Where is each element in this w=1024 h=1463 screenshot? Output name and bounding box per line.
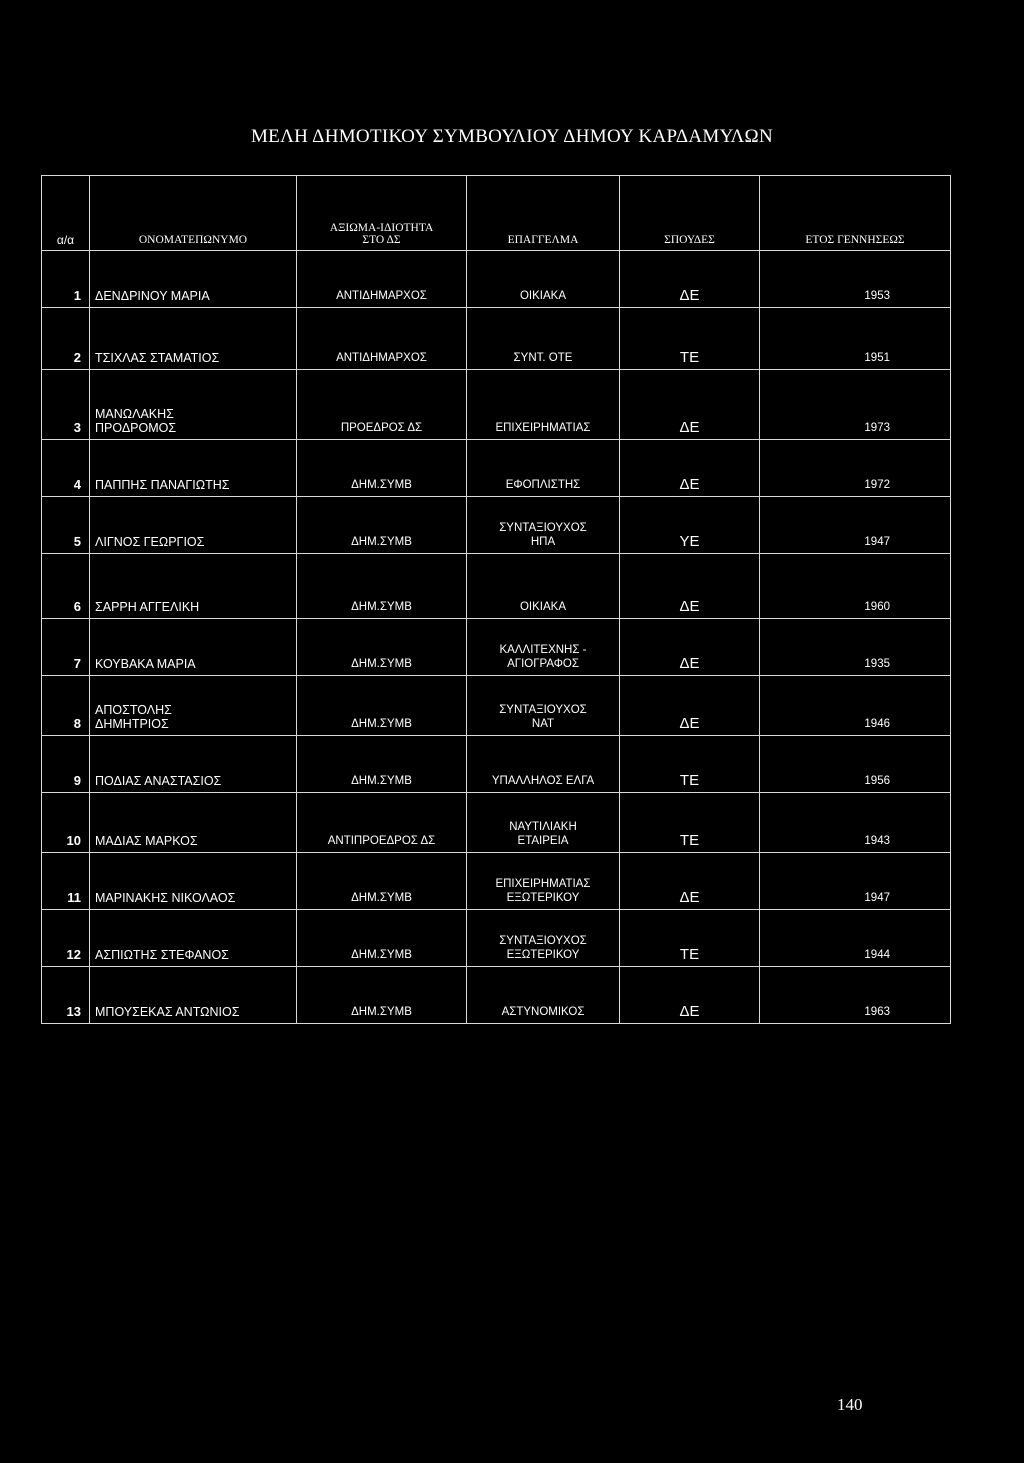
education-cell: [620, 736, 760, 793]
occupation-cell: [467, 736, 620, 793]
education-cell: [620, 853, 760, 910]
member-name-cell: [90, 554, 297, 619]
table-row: [42, 736, 951, 793]
education-cell-line: ΤΕ: [679, 772, 700, 789]
row-number-cell-line: 7: [73, 656, 81, 671]
position-cell: [297, 736, 467, 793]
member-name-cell: [90, 676, 297, 736]
education-cell-line: ΤΕ: [679, 946, 700, 963]
position-cell: [297, 440, 467, 497]
education-cell-line: ΔΕ: [679, 715, 700, 732]
position-cell: [297, 251, 467, 308]
occupation-cell-line: ΣΥΝΤΑΞΙΟΥΧΟΣ: [499, 935, 587, 947]
row-number-cell-line: 13: [66, 1004, 81, 1019]
education-cell: [620, 308, 760, 370]
member-name-cell-line: ΔΗΜΗΤΡΙΟΣ: [95, 717, 169, 731]
occupation-cell: [467, 619, 620, 676]
position-cell-line: ΔΗΜ.ΣΥΜΒ: [351, 892, 412, 904]
member-name-cell: [90, 370, 297, 440]
row-number-cell: [42, 440, 90, 497]
education-cell: [620, 793, 760, 853]
position-cell-line: ΔΗΜ.ΣΥΜΒ: [351, 536, 412, 548]
occupation-cell-line: ΕΤΑΙΡΕΙΑ: [517, 835, 569, 847]
occupation-cell: [467, 251, 620, 308]
table-row: [42, 967, 951, 1024]
member-name-cell: [90, 793, 297, 853]
header-position-line1: ΑΞΙΩΜΑ-ΙΔΙΟΤΗΤΑ: [329, 222, 434, 234]
table-row: [42, 440, 951, 497]
header-education: ΣΠΟΥΔΕΣ: [620, 176, 760, 251]
table-row: [42, 308, 951, 370]
row-number-cell-line: 8: [73, 716, 81, 731]
row-number-cell-line: 3: [73, 420, 81, 435]
member-name-cell-line: ΜΑΔΙΑΣ ΜΑΡΚΟΣ: [95, 834, 198, 848]
occupation-cell: [467, 308, 620, 370]
education-cell: [620, 251, 760, 308]
position-cell-line: ΔΗΜ.ΣΥΜΒ: [351, 601, 412, 613]
position-cell-line: ΑΝΤΙΔΗΜΑΡΧΟΣ: [336, 290, 427, 302]
education-cell: [620, 619, 760, 676]
occupation-cell-line: ΟΙΚΙΑΚΑ: [519, 601, 567, 613]
occupation-cell-line: ΑΣΤΥΝΟΜΙΚΟΣ: [501, 1006, 585, 1018]
row-number-cell-line: 11: [67, 890, 81, 905]
birth-year-cell: [760, 497, 951, 554]
member-name-cell-line: ΠΟΔΙΑΣ ΑΝΑΣΤΑΣΙΟΣ: [95, 774, 222, 788]
occupation-cell-line: ΝΑΤ: [531, 718, 555, 730]
header-birth-year: ΕΤΟΣ ΓΕΝΝΗΣΕΩΣ: [760, 176, 951, 251]
birth-year-cell: [760, 251, 951, 308]
birth-year-cell-line: 1973: [864, 422, 890, 434]
birth-year-cell: [760, 619, 951, 676]
page-number: 140: [837, 1395, 863, 1414]
member-name-cell-line: ΜΠΟΥΣΕΚΑΣ ΑΝΤΩΝΙΟΣ: [95, 1005, 240, 1019]
position-cell: [297, 967, 467, 1024]
education-cell: [620, 370, 760, 440]
table-row: [42, 853, 951, 910]
header-occupation: ΕΠΑΓΓΕΛΜΑ: [467, 176, 620, 251]
table-header-row: [42, 176, 951, 251]
position-cell-line: ΠΡΟΕΔΡΟΣ ΔΣ: [340, 422, 423, 434]
birth-year-cell-line: 1963: [864, 1006, 890, 1018]
header-num: α/α: [42, 176, 90, 251]
education-cell-line: ΔΕ: [679, 655, 700, 672]
row-number-cell: [42, 370, 90, 440]
occupation-cell: [467, 793, 620, 853]
education-cell: [620, 676, 760, 736]
member-name-cell-line: ΜΑΡΙΝΑΚΗΣ ΝΙΚΟΛΑΟΣ: [95, 891, 236, 905]
table-row: [42, 251, 951, 308]
position-cell-line: ΔΗΜ.ΣΥΜΒ: [351, 1006, 412, 1018]
position-cell: [297, 554, 467, 619]
member-name-cell-line: ΣΑΡΡΗ ΑΓΓΕΛΙΚΗ: [95, 600, 200, 614]
birth-year-cell: [760, 967, 951, 1024]
position-cell-line: ΔΗΜ.ΣΥΜΒ: [351, 775, 412, 787]
birth-year-cell: [760, 440, 951, 497]
birth-year-cell: [760, 793, 951, 853]
birth-year-cell-line: 1972: [864, 479, 890, 491]
position-cell: [297, 308, 467, 370]
education-cell-line: ΔΕ: [679, 889, 700, 906]
position-cell: [297, 619, 467, 676]
row-number-cell: [42, 676, 90, 736]
occupation-cell: [467, 440, 620, 497]
education-cell: [620, 910, 760, 967]
member-name-cell-line: ΑΣΠΙΩΤΗΣ ΣΤΕΦΑΝΟΣ: [95, 948, 229, 962]
occupation-cell-line: ΗΠΑ: [530, 536, 556, 548]
occupation-cell: [467, 967, 620, 1024]
occupation-cell-line: ΕΠΙΧΕΙΡΗΜΑΤΙΑΣ: [495, 422, 591, 434]
occupation-cell-line: ΣΥΝΤ. ΟΤΕ: [513, 352, 573, 364]
council-members-table: [41, 175, 951, 1024]
birth-year-cell: [760, 736, 951, 793]
header-name: ΟΝΟΜΑΤΕΠΩΝΥΜΟ: [90, 176, 297, 251]
member-name-cell: [90, 967, 297, 1024]
occupation-cell: [467, 910, 620, 967]
table-row: [42, 619, 951, 676]
member-name-cell: [90, 736, 297, 793]
row-number-cell: [42, 736, 90, 793]
education-cell-line: ΔΕ: [679, 1003, 700, 1020]
member-name-cell-line: ΜΑΝΩΛΑΚΗΣ: [95, 407, 174, 421]
birth-year-cell: [760, 853, 951, 910]
birth-year-cell-line: 1943: [864, 835, 890, 847]
member-name-cell-line: ΛΙΓΝΟΣ ΓΕΩΡΓΙΟΣ: [95, 535, 205, 549]
member-name-cell: [90, 619, 297, 676]
row-number-cell: [42, 497, 90, 554]
table-row: [42, 793, 951, 853]
position-cell: [297, 793, 467, 853]
row-number-cell: [42, 308, 90, 370]
birth-year-cell: [760, 370, 951, 440]
member-name-cell-line: ΠΡΟΔΡΟΜΟΣ: [95, 421, 177, 435]
member-name-cell: [90, 853, 297, 910]
member-name-cell-line: ΤΣΙΧΛΑΣ ΣΤΑΜΑΤΙΟΣ: [95, 351, 220, 365]
row-number-cell-line: 4: [73, 477, 81, 492]
birth-year-cell-line: 1956: [864, 775, 890, 787]
birth-year-cell-line: 1944: [864, 949, 890, 961]
occupation-cell-line: ΝΑΥΤΙΛΙΑΚΗ: [509, 821, 577, 833]
row-number-cell-line: 5: [73, 534, 81, 549]
education-cell-line: ΔΕ: [679, 476, 700, 493]
occupation-cell-line: ΕΦΟΠΛΙΣΤΗΣ: [505, 479, 581, 491]
birth-year-cell-line: 1947: [864, 892, 890, 904]
row-number-cell-line: 2: [73, 350, 81, 365]
position-cell: [297, 370, 467, 440]
member-name-cell-line: ΔΕΝΔΡΙΝΟΥ ΜΑΡΙΑ: [95, 289, 210, 303]
education-cell-line: ΔΕ: [679, 419, 700, 436]
header-position: [297, 176, 467, 251]
table-row: [42, 676, 951, 736]
occupation-cell-line: ΣΥΝΤΑΞΙΟΥΧΟΣ: [499, 522, 587, 534]
birth-year-cell: [760, 554, 951, 619]
member-name-cell: [90, 308, 297, 370]
page-title: ΜΕΛΗ ΔΗΜΟΤΙΚΟΥ ΣΥΜΒΟΥΛΙΟΥ ΔΗΜΟΥ ΚΑΡΔΑΜΥΛΩΝ: [250, 126, 774, 147]
occupation-cell: [467, 853, 620, 910]
row-number-cell-line: 9: [73, 773, 81, 788]
occupation-cell-line: ΕΞΩΤΕΡΙΚΟΥ: [506, 892, 580, 904]
position-cell: [297, 910, 467, 967]
member-name-cell-line: ΚΟΥΒΑΚΑ ΜΑΡΙΑ: [95, 657, 196, 671]
member-name-cell-line: ΑΠΟΣΤΟΛΗΣ: [95, 703, 172, 717]
row-number-cell-line: 10: [66, 833, 81, 848]
row-number-cell: [42, 853, 90, 910]
row-number-cell-line: 1: [73, 288, 81, 303]
row-number-cell: [42, 619, 90, 676]
table-body: [42, 251, 951, 1024]
education-cell-line: ΔΕ: [679, 287, 700, 304]
birth-year-cell-line: 1960: [864, 601, 890, 613]
occupation-cell: [467, 497, 620, 554]
position-cell-line: ΔΗΜ.ΣΥΜΒ: [351, 718, 412, 730]
occupation-cell: [467, 370, 620, 440]
occupation-cell: [467, 554, 620, 619]
row-number-cell-line: 6: [73, 599, 81, 614]
table-row: [42, 554, 951, 619]
member-name-cell-line: ΠΑΠΠΗΣ ΠΑΝΑΓΙΩΤΗΣ: [95, 478, 230, 492]
education-cell-line: ΤΕ: [679, 832, 700, 849]
birth-year-cell-line: 1946: [864, 718, 890, 730]
education-cell: [620, 497, 760, 554]
position-cell: [297, 853, 467, 910]
position-cell: [297, 497, 467, 554]
member-name-cell: [90, 251, 297, 308]
row-number-cell: [42, 793, 90, 853]
birth-year-cell: [760, 910, 951, 967]
birth-year-cell-line: 1953: [864, 290, 890, 302]
occupation-cell-line: ΣΥΝΤΑΞΙΟΥΧΟΣ: [499, 704, 587, 716]
table-row: [42, 370, 951, 440]
birth-year-cell-line: 1951: [864, 352, 890, 364]
occupation-cell-line: ΟΙΚΙΑΚΑ: [519, 290, 567, 302]
birth-year-cell: [760, 676, 951, 736]
row-number-cell-line: 12: [66, 947, 81, 962]
birth-year-cell: [760, 308, 951, 370]
row-number-cell: [42, 910, 90, 967]
occupation-cell: [467, 676, 620, 736]
position-cell-line: ΔΗΜ.ΣΥΜΒ: [351, 658, 412, 670]
occupation-cell-line: ΕΠΙΧΕΙΡΗΜΑΤΙΑΣ: [495, 878, 591, 890]
row-number-cell: [42, 554, 90, 619]
occupation-cell-line: ΑΓΙΟΓΡΑΦΟΣ: [507, 658, 579, 670]
position-cell: [297, 676, 467, 736]
table-row: [42, 910, 951, 967]
header-position-line2: ΣΤΟ ΔΣ: [362, 234, 401, 246]
position-cell-line: ΔΗΜ.ΣΥΜΒ: [351, 949, 412, 961]
occupation-cell-line: ΥΠΑΛΛΗΛΟΣ ΕΛΓΑ: [491, 775, 595, 787]
education-cell: [620, 440, 760, 497]
member-name-cell: [90, 440, 297, 497]
position-cell-line: ΔΗΜ.ΣΥΜΒ: [351, 479, 412, 491]
occupation-cell-line: ΚΑΛΛΙΤΕΧΝΗΣ -: [499, 644, 587, 656]
occupation-cell-line: ΕΞΩΤΕΡΙΚΟΥ: [506, 949, 580, 961]
education-cell-line: ΔΕ: [679, 598, 700, 615]
education-cell: [620, 554, 760, 619]
position-cell-line: ΑΝΤΙΔΗΜΑΡΧΟΣ: [336, 352, 427, 364]
education-cell: [620, 967, 760, 1024]
table-row: [42, 497, 951, 554]
position-cell-line: ΑΝΤΙΠΡΟΕΔΡΟΣ ΔΣ: [327, 835, 436, 847]
birth-year-cell-line: 1947: [864, 536, 890, 548]
row-number-cell: [42, 251, 90, 308]
row-number-cell: [42, 967, 90, 1024]
member-name-cell: [90, 497, 297, 554]
education-cell-line: ΥΕ: [679, 533, 700, 550]
birth-year-cell-line: 1935: [864, 658, 890, 670]
member-name-cell: [90, 910, 297, 967]
education-cell-line: ΤΕ: [679, 349, 700, 366]
